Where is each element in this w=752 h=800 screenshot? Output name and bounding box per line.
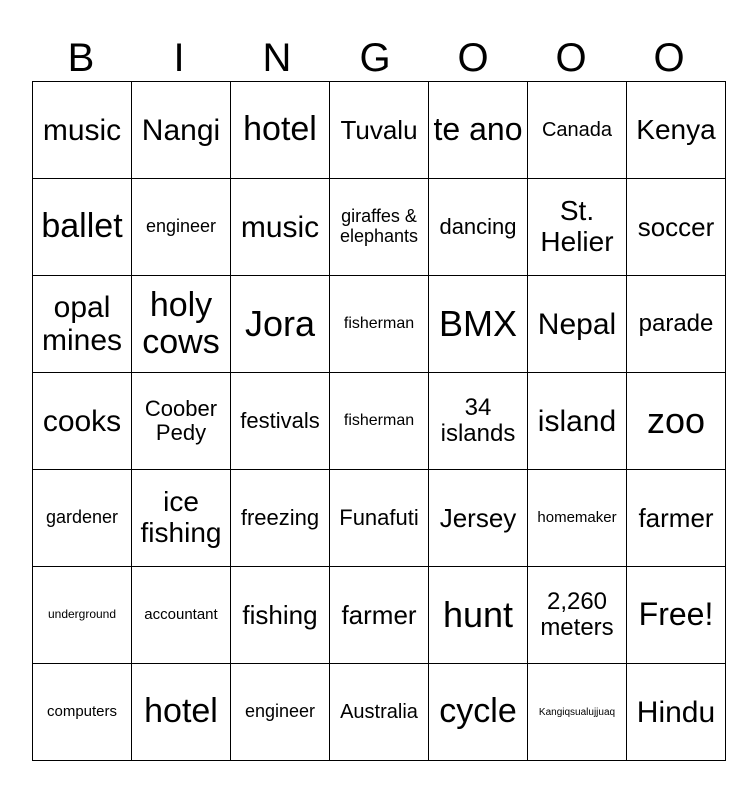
bingo-cell[interactable]: cooks <box>33 373 132 470</box>
header-letter-g: G <box>359 36 391 80</box>
bingo-cell[interactable]: Kangiqsualujjuaq <box>528 664 627 761</box>
bingo-cell[interactable]: opal mines <box>33 276 132 373</box>
bingo-cell[interactable]: festivals <box>231 373 330 470</box>
bingo-cell[interactable]: Jora <box>231 276 330 373</box>
bingo-cell[interactable]: Australia <box>330 664 429 761</box>
bingo-cell[interactable]: island <box>528 373 627 470</box>
free-space-cell[interactable]: Free! <box>627 567 726 664</box>
bingo-cell[interactable]: Canada <box>528 82 627 179</box>
header-letter-i: I <box>173 36 185 80</box>
bingo-cell[interactable]: BMX <box>429 276 528 373</box>
bingo-cell[interactable]: computers <box>33 664 132 761</box>
bingo-cell[interactable]: Nangi <box>132 82 231 179</box>
header-letter-n: N <box>262 36 292 80</box>
header-letter-o: O <box>555 36 587 80</box>
bingo-cell[interactable]: music <box>33 82 132 179</box>
bingo-cell[interactable]: hunt <box>429 567 528 664</box>
bingo-cell[interactable]: farmer <box>627 470 726 567</box>
bingo-cell[interactable]: freezing <box>231 470 330 567</box>
bingo-cell[interactable]: St. Helier <box>528 179 627 276</box>
bingo-cell[interactable]: 34 islands <box>429 373 528 470</box>
bingo-cell[interactable]: underground <box>33 567 132 664</box>
bingo-cell[interactable]: engineer <box>231 664 330 761</box>
header-letter-o: O <box>457 36 489 80</box>
bingo-row <box>33 567 726 664</box>
bingo-cell[interactable]: holy cows <box>132 276 231 373</box>
bingo-cell[interactable]: hotel <box>231 82 330 179</box>
bingo-cell[interactable]: Coober Pedy <box>132 373 231 470</box>
bingo-cell[interactable]: dancing <box>429 179 528 276</box>
bingo-cell[interactable]: te ano <box>429 82 528 179</box>
bingo-cell[interactable]: fisherman <box>330 373 429 470</box>
bingo-cell[interactable]: hotel <box>132 664 231 761</box>
bingo-cell[interactable]: farmer <box>330 567 429 664</box>
header-letter-b: B <box>67 36 95 80</box>
bingo-cell[interactable]: engineer <box>132 179 231 276</box>
bingo-grid <box>32 81 726 761</box>
bingo-row <box>33 664 726 761</box>
bingo-cell[interactable]: accountant <box>132 567 231 664</box>
bingo-cell[interactable]: gardener <box>33 470 132 567</box>
bingo-cell[interactable]: parade <box>627 276 726 373</box>
bingo-cell[interactable]: cycle <box>429 664 528 761</box>
bingo-cell[interactable]: homemaker <box>528 470 627 567</box>
bingo-row <box>33 470 726 567</box>
bingo-cell[interactable]: fisherman <box>330 276 429 373</box>
header-letter-o: O <box>653 36 685 80</box>
bingo-cell[interactable]: Hindu <box>627 664 726 761</box>
bingo-row <box>33 179 726 276</box>
bingo-cell[interactable]: Kenya <box>627 82 726 179</box>
bingo-cell[interactable]: Funafuti <box>330 470 429 567</box>
bingo-cell[interactable]: Nepal <box>528 276 627 373</box>
bingo-cell[interactable]: soccer <box>627 179 726 276</box>
bingo-cell[interactable]: 2,260 meters <box>528 567 627 664</box>
bingo-cell[interactable]: Jersey <box>429 470 528 567</box>
bingo-row <box>33 276 726 373</box>
bingo-cell[interactable]: Tuvalu <box>330 82 429 179</box>
bingo-cell[interactable]: giraffes & elephants <box>330 179 429 276</box>
bingo-cell[interactable]: fishing <box>231 567 330 664</box>
bingo-row <box>33 373 726 470</box>
bingo-row <box>33 82 726 179</box>
bingo-cell[interactable]: music <box>231 179 330 276</box>
bingo-cell[interactable]: zoo <box>627 373 726 470</box>
bingo-cell[interactable]: ice fishing <box>132 470 231 567</box>
bingo-header <box>32 34 718 82</box>
bingo-cell[interactable]: ballet <box>33 179 132 276</box>
